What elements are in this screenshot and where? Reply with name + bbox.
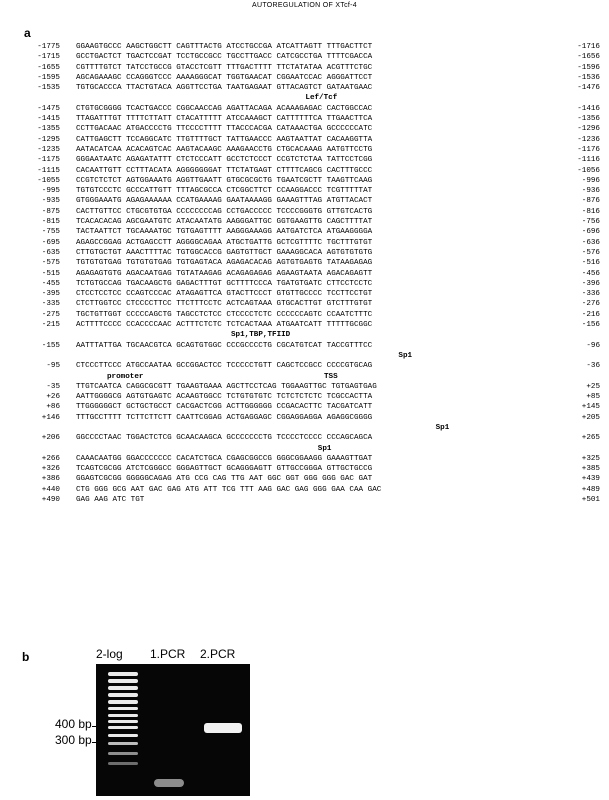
position-start: -1655 [37, 63, 60, 72]
position-end: -516 [581, 259, 600, 268]
annotation-sp1-tbp-tfiid: Sp1,TBP,TFIID [231, 331, 291, 340]
position-end: -1236 [577, 135, 600, 144]
sequence-row [24, 392, 604, 402]
sequence-text: CGTTTTGTCT TATCCTGCCG GTACCTCGTT TTTGACTTTT TTCTATATAA ACGTTTCTGC [76, 63, 373, 72]
position-start: +86 [46, 403, 60, 412]
position-start: -35 [46, 382, 60, 391]
position-end: +205 [581, 413, 600, 422]
ladder-band [108, 726, 138, 729]
sequence-row [24, 289, 604, 299]
sequence-row [24, 52, 604, 62]
sequence-text: CCGTCTCTCT AGTGGAAATG AGGTTGAATT GTGCGCGCTG TGAATCGCTT TAAGTTCAAG [76, 176, 373, 185]
position-start: -935 [41, 197, 60, 206]
position-start: -1595 [37, 73, 60, 82]
sequence-row [24, 238, 604, 248]
position-start: +490 [41, 496, 60, 505]
ladder-band [108, 679, 138, 683]
position-start: -95 [46, 362, 60, 371]
annotation-row [24, 93, 604, 103]
ladder-band [108, 686, 138, 690]
sequence-row [24, 299, 604, 309]
position-end: -396 [581, 279, 600, 288]
position-start: +440 [41, 485, 60, 494]
ladder-band [108, 707, 138, 710]
promoter-sequence [24, 42, 604, 505]
sequence-row [24, 104, 604, 114]
sequence-text: CTCCCTTCCC ATGCCAATAA GCCGGACTCC TCCCCCTGTT CAGCTCCGCC CCCCGTGCAG [76, 362, 373, 371]
ladder-band [108, 672, 138, 676]
panel-a-label: a [24, 26, 31, 40]
annotation-row [24, 351, 604, 361]
sequence-text: TTGTCAATCA CAGGCGCGTT TGAAGTGAAA AGCTTCCTCAG TGGAAGTTGC TGTGAGTGAG [76, 382, 377, 391]
sequence-row [24, 176, 604, 186]
position-end: -1656 [577, 53, 600, 62]
sequence-text: TTAGATTTGT TTTTCTTATT CTACATTTTT ATCCAAAGCT CATTTTTTCA TTGAACTTCA [76, 115, 373, 124]
sequence-row [24, 196, 604, 206]
sequence-row [24, 73, 604, 83]
position-end: -156 [581, 321, 600, 330]
position-end: +439 [581, 475, 600, 484]
position-end: -696 [581, 228, 600, 237]
position-start: -155 [41, 341, 60, 350]
sequence-row [24, 207, 604, 217]
sequence-text: CTCTTGGTCC CTCCCCTTCC TTCTTTCCTC ACTCAGTAAA GTGCACTTGT GTCTTTGTGT [76, 300, 373, 309]
position-end: -876 [581, 197, 600, 206]
sequence-text: TGTGTGTGAG TGTGTGTGAG TGTGAGTACA AGAGACACAG AGTGTGAGTG TATAAGAGAG [76, 259, 373, 268]
annotation-tss: TSS [324, 372, 338, 381]
position-start: -995 [41, 187, 60, 196]
sequence-row [24, 310, 604, 320]
sequence-row [24, 186, 604, 196]
sequence-row [24, 227, 604, 237]
position-end: -996 [581, 176, 600, 185]
position-end: -1056 [577, 166, 600, 175]
position-start: -395 [41, 290, 60, 299]
sequence-text: AATTTATTGA TGCAACGTCA GCAGTGTGGC CCCGCCCCTG CGCATGTCAT TACCGTTTCC [76, 341, 373, 350]
position-start: -275 [41, 310, 60, 319]
marker-label-400bp: 400 bp [55, 717, 92, 731]
annotation-row [24, 423, 604, 433]
lane-label-pcr2: 2.PCR [200, 647, 236, 661]
sequence-text: TCACACACAG AGCGAATGTC ATACAATATG AAGGGATTGC GGTGAAGTTG CAGCTTTTAT [76, 218, 373, 227]
position-start: -1775 [37, 43, 60, 51]
annotation-row [24, 372, 604, 382]
ladder-band [108, 700, 138, 704]
position-start: -215 [41, 321, 60, 330]
ladder-band [108, 752, 138, 755]
sequence-row [24, 248, 604, 258]
ladder-band [108, 720, 138, 723]
sequence-row [24, 464, 604, 474]
position-start: +26 [46, 393, 60, 402]
position-start: -335 [41, 300, 60, 309]
sequence-row [24, 413, 604, 423]
position-start: -1055 [37, 176, 60, 185]
position-end: -1116 [577, 156, 600, 165]
sequence-text: GGAAGTGCCC AAGCTGGCTT CAGTTTACTG ATCCTGCCGA ATCATTAGTT TTTGACTTCT [76, 43, 373, 51]
marker-label-300bp: 300 bp [55, 733, 92, 747]
sequence-text: TCAGTCGCGG ATCTCGGGCC GGGAGTTGCT GCAGGGAGTT GTTGCCGGGA GTTGCTGCCG [76, 465, 373, 474]
position-end: -1416 [577, 104, 600, 113]
running-header: AUTOREGULATION OF XTcf-4 [252, 2, 357, 9]
sequence-row [24, 124, 604, 134]
sequence-text: AGCAGAAAGC CCAGGGTCCC AAAAGGGCAT TGGTGAACAT CGGAATCCAC AGGGATTCCT [76, 73, 373, 82]
position-start: +206 [41, 434, 60, 443]
sequence-row [24, 42, 604, 52]
sequence-text: CTG GGG GCG AAT GAC GAG ATG ATT TCG TTT AAG GAC GAG GGG GAA CAA GAC [76, 485, 382, 494]
sequence-row [24, 495, 604, 505]
sequence-row [24, 217, 604, 227]
ladder-band [108, 734, 138, 737]
position-start: -815 [41, 218, 60, 227]
sequence-row [24, 279, 604, 289]
pcr1-primer-dimer-band [154, 779, 184, 787]
sequence-text: TTTGCCTTTT TCTTCTTCTT CAATTCGGAG ACTGAGGAGC CGGAGGAGGA AGAGGCGGGG [76, 413, 373, 422]
ladder-band [108, 693, 138, 697]
position-end: -816 [581, 207, 600, 216]
sequence-text: GGAGTCGCGG GGGGGCAGAG ATG CCG CAG TTG AAT GGC GGT GGG GGG GAC GAT [76, 475, 373, 484]
sequence-text: TCTGTGCCAG TGACAAGCTG GAGACTTTGT GCTTTTCCCA TGATGTGATC CTTCCTCCTC [76, 279, 373, 288]
sequence-text: TGTGTCCCTC GCCCATTGTT TTTAGCGCCA CTCGGCTTCT CCAAGGACCC TCGTTTTTAT [76, 187, 373, 196]
annotation-promoter: promoter [107, 372, 144, 381]
sequence-row [24, 454, 604, 464]
annotation-lef-tcf: Lef/Tcf [305, 94, 338, 103]
position-end: -276 [581, 300, 600, 309]
position-end: -636 [581, 238, 600, 247]
sequence-text: TTGGGGGGCT GCTGCTGCCT CACGACTCGG ACTTGGGGGG CCGACACTTC TACGATCATT [76, 403, 373, 412]
sequence-row [24, 269, 604, 279]
position-end: +325 [581, 454, 600, 463]
annotation-row [24, 330, 604, 340]
sequence-text: GTGGGAAATG AGAGAAAAAA CCATGAAAAG GAATAAAAGG GAAAGTTTAG ATGTTACACT [76, 197, 373, 206]
sequence-row [24, 258, 604, 268]
position-start: -1535 [37, 84, 60, 93]
position-start: -635 [41, 248, 60, 257]
position-start: -455 [41, 279, 60, 288]
position-start: -755 [41, 228, 60, 237]
annotation-row [24, 444, 604, 454]
sequence-row [24, 135, 604, 145]
sequence-row [24, 402, 604, 412]
position-end: +385 [581, 465, 600, 474]
sequence-text: TACTAATTCT TGCAAAATGC TGTGAGTTTT AAGGGAAAGG AATGATCTCA ATGAAGGGGA [76, 228, 373, 237]
position-start: -1355 [37, 125, 60, 134]
ladder-band [108, 714, 138, 717]
position-end: +489 [581, 485, 600, 494]
position-end: -456 [581, 269, 600, 278]
position-start: -1715 [37, 53, 60, 62]
sequence-row [24, 485, 604, 495]
sequence-text: GAG AAG ATC TGT [76, 496, 145, 505]
pcr2-product-band [204, 723, 242, 733]
annotation-sp1-a: Sp1 [398, 351, 413, 360]
sequence-row [24, 382, 604, 392]
position-end: +145 [581, 403, 600, 412]
position-end: -756 [581, 218, 600, 227]
position-end: -1296 [577, 125, 600, 134]
sequence-text: TGTGCACCCA TTACTGTACA AGGTTCCTGA TAATGAGAAT GTTACAGTCT GATAATGAAC [76, 84, 373, 93]
sequence-text: GCCTGACTCT TGACTCCGAT TCCTGCCGCC TGCCTTGACC CATCGCCTGA TTTTCGACCA [76, 53, 373, 62]
position-end: +501 [581, 496, 600, 505]
position-start: -1235 [37, 145, 60, 154]
position-end: -936 [581, 187, 600, 196]
position-end: -576 [581, 248, 600, 257]
sequence-text: CCTTGACAAC ATGACCCCTG TTCCCCTTTT TTACCCACGA CATAAACTGA GCCCCCCATC [76, 125, 373, 134]
sequence-text: AGAGCCGGAG ACTGAGCCTT AGGGGCAGAA ATGCTGATTG GCTCGTTTTC TGCTTTGTGT [76, 238, 373, 247]
sequence-text: ACTTTTCCCC CCACCCCAAC ACTTTCTCTC TCTCACTAAA ATGAATCATT TTTTTGCGGC [76, 321, 373, 330]
position-start: -515 [41, 269, 60, 278]
position-end: -336 [581, 290, 600, 299]
position-start: -575 [41, 259, 60, 268]
position-end: -1356 [577, 115, 600, 124]
position-end: +85 [586, 393, 600, 402]
position-end: -1596 [577, 63, 600, 72]
position-start: -695 [41, 238, 60, 247]
sequence-row [24, 145, 604, 155]
position-end: -1476 [577, 84, 600, 93]
sequence-row [24, 166, 604, 176]
position-start: +266 [41, 454, 60, 463]
sequence-row [24, 320, 604, 330]
position-end: -96 [586, 341, 600, 350]
annotation-sp1-b: Sp1 [435, 423, 450, 432]
position-end: -1176 [577, 145, 600, 154]
sequence-text: CACAATTGTT CCTTTACATA AGGGGGGGAT TTCTATGAGT CTTTTCAGCG CACTTTGCCC [76, 166, 373, 175]
position-end: -1536 [577, 73, 600, 82]
ladder-band [108, 762, 138, 765]
sequence-text: CTCCTCCTCC CCAGTCCCAC ATAGAGTTCA GTACTTCCCT GTGTTGCCCC TCCTTCCTGT [76, 290, 373, 299]
position-start: +146 [41, 413, 60, 422]
position-start: -1415 [37, 115, 60, 124]
sequence-text: AGAGAGTGTG AGACAATGAG TGTATAAGAG ACAGAGAGAG AGAAGTAATA AGACAGAGTT [76, 269, 373, 278]
position-end: +25 [586, 382, 600, 391]
sequence-text: CACTTGTTCC CTGCGTGTGA CCCCCCCCAG CCTGACCCCC TCCCCGGGTG GTTGTCACTG [76, 207, 373, 216]
position-end: -1716 [577, 43, 600, 51]
sequence-row [24, 155, 604, 165]
position-start: -1295 [37, 135, 60, 144]
sequence-text: GGGAATAATC AGAGATATTT CTCTCCCATT GCCTCTCCCT CCGTCTCTAA TATTCCTCGG [76, 156, 373, 165]
sequence-row [24, 114, 604, 124]
sequence-row [24, 63, 604, 73]
position-start: -1115 [37, 166, 60, 175]
lane-label-ladder: 2-log [96, 647, 123, 661]
annotation-sp1-c: Sp1 [317, 444, 332, 453]
position-start: -1475 [37, 104, 60, 113]
sequence-text: TGCTGTTGGT CCCCCAGCTG TAGCCTCTCC CTCCCCTCTC CCCCCCAGTC CCAATCTTTC [76, 310, 373, 319]
sequence-text: CATTGAGCTT TCCAGGCATC TTGTTTTGCT TATTGAACCC AAGTAATTAT CACAAGGTTA [76, 135, 373, 144]
agarose-gel-image [96, 664, 250, 796]
sequence-row [24, 83, 604, 93]
sequence-text: AATTGGGGCG AGTGTGAGTC ACAAGTGGCC TCTGTGTGTC TCTCTCTCTC TCGCCACTTA [76, 393, 373, 402]
sequence-text: CTTGTGCTGT AAACTTTTAC TGTGGCACCG GAGTGTTGCT GAAAGGCACA AGTGTGTGTG [76, 248, 373, 257]
sequence-row [24, 341, 604, 351]
sequence-row [24, 474, 604, 484]
lane-label-pcr1: 1.PCR [150, 647, 186, 661]
position-start: +326 [41, 465, 60, 474]
panel-b-label: b [22, 650, 30, 664]
position-end: -36 [586, 362, 600, 371]
position-start: +386 [41, 475, 60, 484]
sequence-row [24, 361, 604, 371]
ladder-band [108, 742, 138, 745]
sequence-text: GGCCCCTAAC TGGACTCTCG GCAACAAGCA GCCCCCCCTG TCCCCTCCCC CCCAGCAGCA [76, 434, 373, 443]
position-start: -875 [41, 207, 60, 216]
sequence-row [24, 433, 604, 443]
sequence-text: CAAACAATGG GGACCCCCCC CACATCTGCA CGAGCGGCCG GGGCGGAAGG GAAAGTTGAT [76, 454, 373, 463]
position-end: -216 [581, 310, 600, 319]
sequence-text: CTGTGCGGGG TCACTGACCC CGGCAACCAG AGATTACAGA ACAAAGAGAC CACTGGCCAC [76, 104, 373, 113]
position-end: +265 [581, 434, 600, 443]
position-start: -1175 [37, 156, 60, 165]
sequence-text: AATACATCAA ACACAGTCAC AAGTACAAGC AAAGAACCTG CTGCACAAAG AATGTTCCTG [76, 145, 373, 154]
